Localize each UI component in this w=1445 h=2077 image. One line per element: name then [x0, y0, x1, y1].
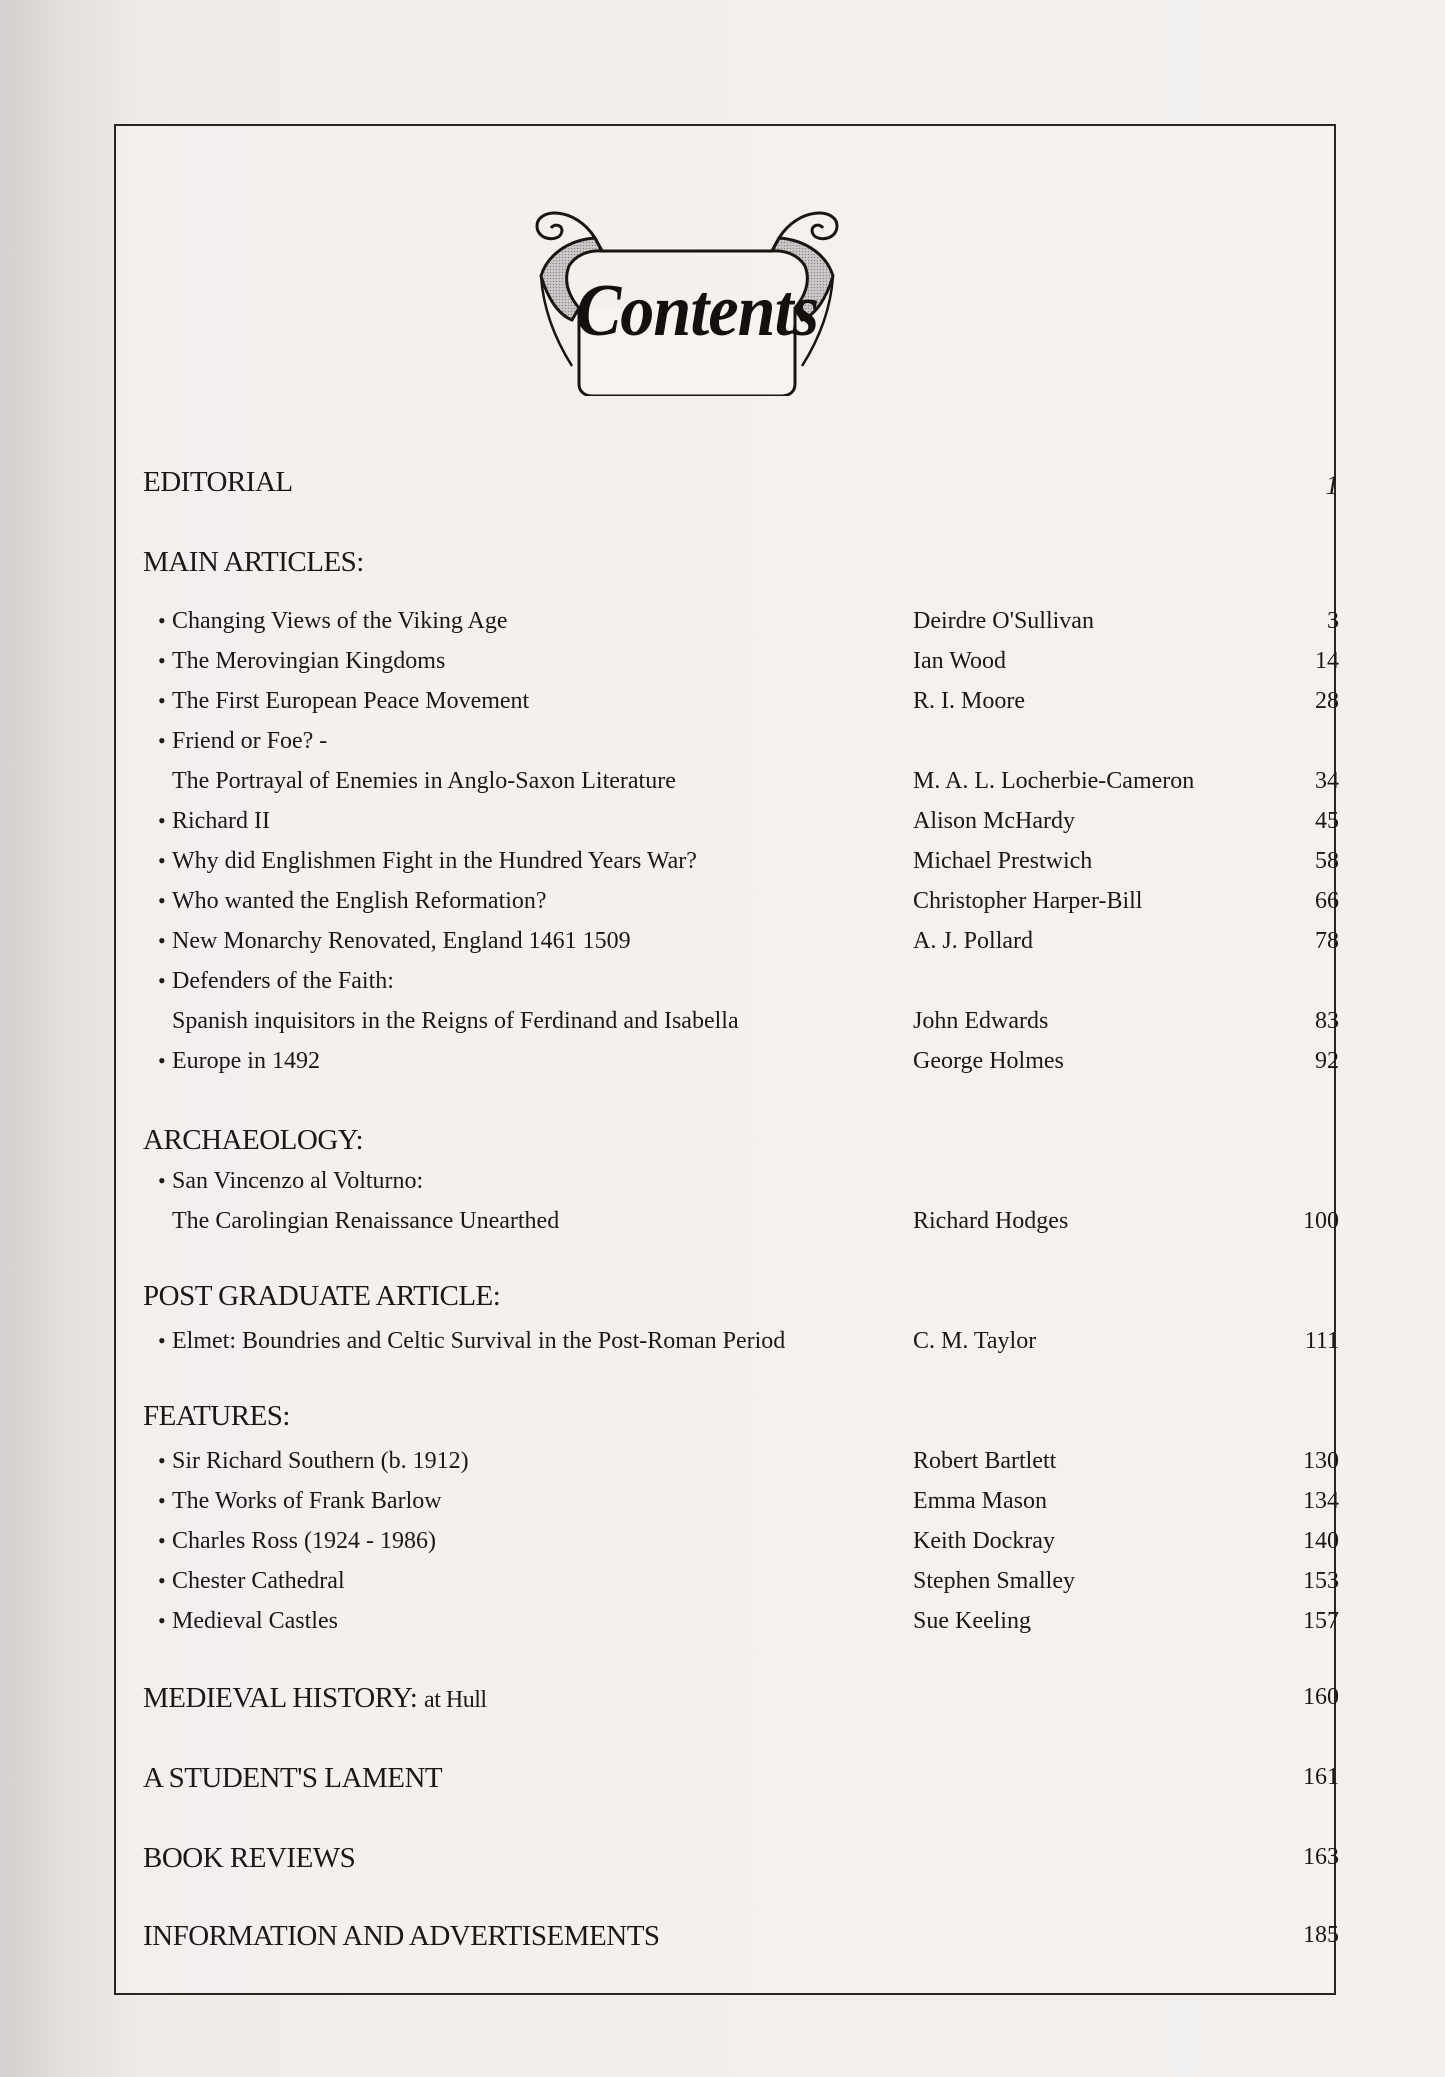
toc-entry[interactable] [158, 1328, 786, 1355]
entry-title: Changing Views of the Viking Age [172, 608, 508, 634]
entry-title: Richard II [172, 808, 270, 834]
toc-entry[interactable] [158, 1488, 442, 1515]
bullet-icon: • [158, 688, 166, 713]
toc-entry[interactable] [158, 728, 328, 755]
entry-subtitle: The Portrayal of Enemies in Anglo-Saxon Literature [172, 768, 676, 794]
toc-entry[interactable] [158, 1528, 436, 1555]
heading-suffix: at Hull [424, 1687, 487, 1713]
bullet-icon: • [158, 1168, 166, 1193]
section-heading-students-lament[interactable]: A STUDENT'S LAMENT [143, 1762, 443, 1794]
page-number: 130 [1303, 1448, 1339, 1474]
toc-entry[interactable] [158, 928, 631, 955]
bullet-icon: • [158, 728, 166, 753]
entry-author: Deirdre O'Sullivan [913, 608, 1094, 634]
page-number: 160 [1303, 1684, 1339, 1710]
section-heading-editorial: EDITORIAL [143, 466, 293, 498]
page-number: 111 [1304, 1328, 1339, 1354]
entry-author: C. M. Taylor [913, 1328, 1037, 1354]
bullet-icon: • [158, 1528, 166, 1553]
entry-title: Chester Cathedral [172, 1568, 345, 1594]
entry-title: New Monarchy Renovated, England 1461 1509 [172, 928, 631, 954]
entry-subtitle: The Carolingian Renaissance Unearthed [172, 1208, 560, 1234]
bullet-icon: • [158, 1448, 166, 1473]
bullet-icon: • [158, 1568, 166, 1593]
bullet-icon: • [158, 648, 166, 673]
entry-title: San Vincenzo al Volturno: [172, 1168, 424, 1194]
page-number: 185 [1303, 1922, 1339, 1948]
bullet-icon: • [158, 968, 166, 993]
bullet-icon: • [158, 1608, 166, 1633]
page-number: 28 [1315, 688, 1339, 714]
toc-entry[interactable] [158, 848, 697, 875]
entry-title: Why did Englishmen Fight in the Hundred Years War? [172, 848, 697, 874]
contents-scroll-banner [477, 196, 897, 396]
page-number: 14 [1315, 648, 1339, 674]
page-number: 78 [1315, 928, 1339, 954]
page-title: Contents [575, 270, 819, 352]
toc-entry[interactable] [158, 1448, 469, 1475]
entry-author: Alison McHardy [913, 808, 1075, 834]
page-number: 58 [1315, 848, 1339, 874]
bullet-icon: • [158, 1488, 166, 1513]
page-number: 140 [1303, 1528, 1339, 1554]
toc-entry[interactable] [158, 1568, 345, 1595]
entry-author: A. J. Pollard [913, 928, 1033, 954]
entry-title: The Merovingian Kingdoms [172, 648, 446, 674]
bullet-icon: • [158, 808, 166, 833]
toc-entry[interactable] [158, 648, 446, 675]
page-number: 134 [1303, 1488, 1339, 1514]
bullet-icon: • [158, 1048, 166, 1073]
page-number: 34 [1315, 768, 1339, 794]
heading-text: MEDIEVAL HISTORY: [143, 1682, 418, 1714]
toc-entry[interactable] [158, 608, 508, 635]
entry-author: Keith Dockray [913, 1528, 1055, 1554]
toc-entry[interactable] [158, 1608, 338, 1635]
entry-title: Europe in 1492 [172, 1048, 320, 1074]
section-heading-post-graduate-article: POST GRADUATE ARTICLE: [143, 1280, 501, 1312]
entry-author: Christopher Harper-Bill [913, 888, 1143, 914]
entry-title: The Works of Frank Barlow [172, 1488, 442, 1514]
entry-title: Medieval Castles [172, 1608, 338, 1634]
page-number: 100 [1303, 1208, 1339, 1234]
bullet-icon: • [158, 928, 166, 953]
bullet-icon: • [158, 608, 166, 633]
page-number: 157 [1303, 1608, 1339, 1634]
section-heading-archaeology: ARCHAEOLOGY: [143, 1124, 364, 1156]
entry-author: John Edwards [913, 1008, 1049, 1034]
entry-author: Stephen Smalley [913, 1568, 1075, 1594]
bullet-icon: • [158, 888, 166, 913]
entry-author: Sue Keeling [913, 1608, 1031, 1634]
entry-title: Charles Ross (1924 - 1986) [172, 1528, 436, 1554]
page-number: 161 [1303, 1764, 1339, 1790]
section-heading-features: FEATURES: [143, 1400, 290, 1432]
entry-title: Who wanted the English Reformation? [172, 888, 547, 914]
page-number: 3 [1327, 608, 1339, 634]
page-number: 1 [1325, 470, 1339, 500]
entry-title: Friend or Foe? - [172, 728, 328, 754]
entry-author: Robert Bartlett [913, 1448, 1057, 1474]
entry-author: George Holmes [913, 1048, 1064, 1074]
section-heading-main-articles: MAIN ARTICLES: [143, 546, 364, 578]
entry-author: Richard Hodges [913, 1208, 1069, 1234]
section-heading-medieval-history[interactable] [143, 1682, 487, 1715]
page-number: 163 [1303, 1844, 1339, 1870]
entry-subtitle: Spanish inquisitors in the Reigns of Ferdinand and Isabella [172, 1008, 739, 1034]
toc-entry[interactable] [158, 1168, 424, 1195]
toc-entry[interactable] [158, 1048, 320, 1075]
entry-author: Ian Wood [913, 648, 1006, 674]
toc-entry[interactable] [158, 888, 547, 915]
toc-entry[interactable] [158, 808, 270, 835]
section-heading-book-reviews[interactable]: BOOK REVIEWS [143, 1842, 356, 1874]
entry-author: Emma Mason [913, 1488, 1047, 1514]
section-heading-information-advertisements[interactable]: INFORMATION AND ADVERTISEMENTS [143, 1920, 660, 1952]
entry-author: M. A. L. Locherbie-Cameron [913, 768, 1195, 794]
page-number: 45 [1315, 808, 1339, 834]
entry-title: Elmet: Boundries and Celtic Survival in the Post-Roman Period [172, 1328, 786, 1354]
toc-entry[interactable] [158, 968, 394, 995]
entry-title: Defenders of the Faith: [172, 968, 394, 994]
entry-author: Michael Prestwich [913, 848, 1093, 874]
page-number: 153 [1303, 1568, 1339, 1594]
toc-entry[interactable] [158, 688, 530, 715]
bullet-icon: • [158, 1328, 166, 1353]
entry-author: R. I. Moore [913, 688, 1025, 714]
page-number: 92 [1315, 1048, 1339, 1074]
entry-title: Sir Richard Southern (b. 1912) [172, 1448, 469, 1474]
page-number: 83 [1315, 1008, 1339, 1034]
entry-title: The First European Peace Movement [172, 688, 530, 714]
page-number: 66 [1315, 888, 1339, 914]
bullet-icon: • [158, 848, 166, 873]
